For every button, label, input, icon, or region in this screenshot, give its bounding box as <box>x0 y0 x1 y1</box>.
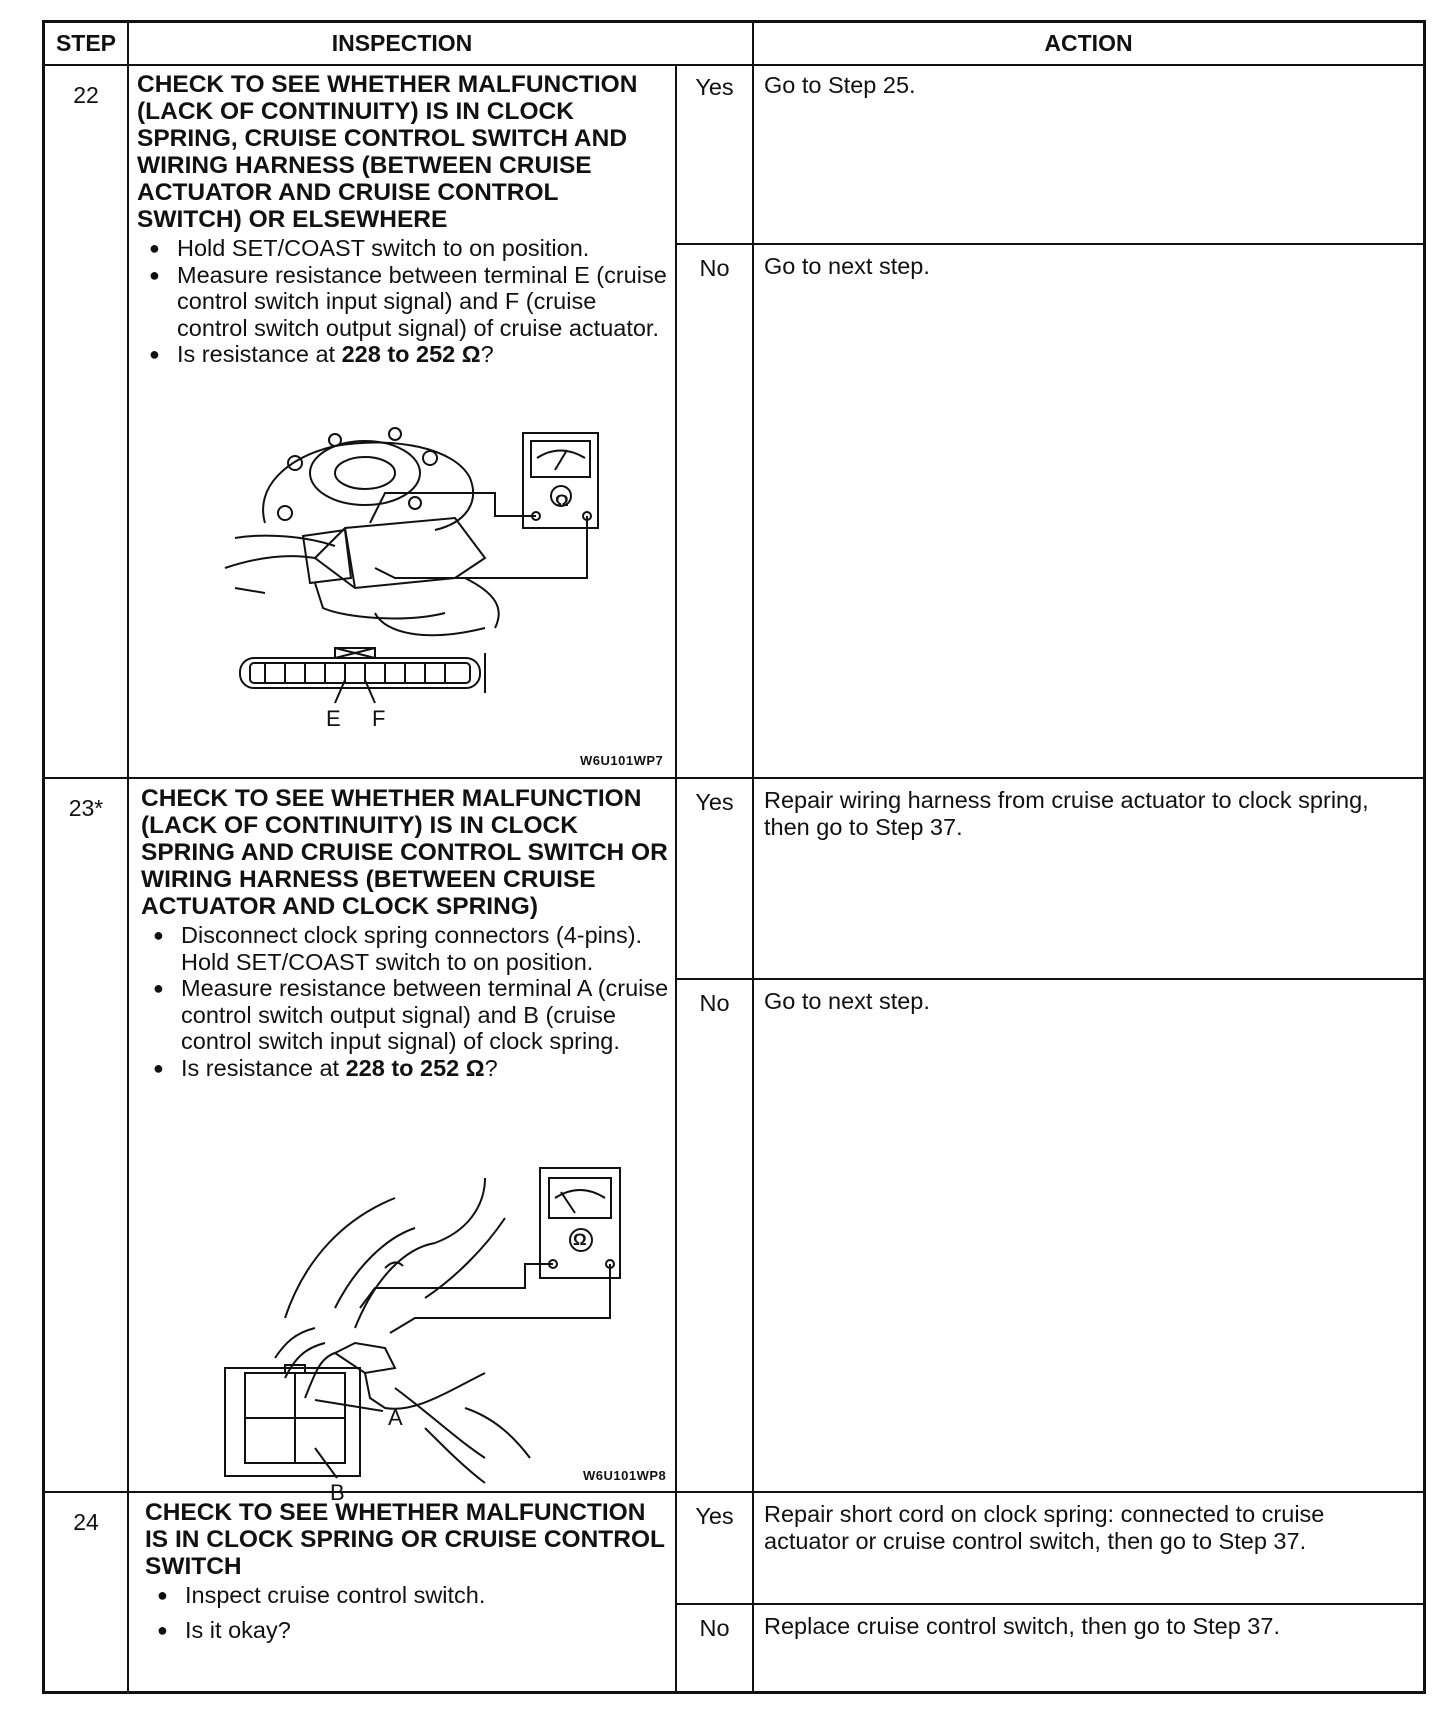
step-number: 23* <box>68 795 104 821</box>
figure-code: W6U101WP7 <box>580 753 664 768</box>
no-action: Go to next step. <box>764 253 930 279</box>
header-inspection: INSPECTION <box>331 30 473 56</box>
inspection-steps <box>145 1582 669 1643</box>
inspection-steps <box>137 235 667 368</box>
clock-spring-resistance-diagram <box>185 1158 665 1488</box>
troubleshooting-table <box>42 20 1426 1694</box>
no-action: Replace cruise control switch, then go to Step 37. <box>764 1613 1280 1639</box>
resistance-spec: 228 to 252 Ω <box>341 341 481 367</box>
yes-action: Go to Step 25. <box>764 72 916 98</box>
header-action: ACTION <box>1044 30 1133 56</box>
figure-code: W6U101WP8 <box>583 1468 667 1483</box>
inspection-question: ● Is resistance at 228 to 252 Ω? <box>137 341 667 368</box>
yesno-column-divider <box>675 64 677 1691</box>
inspection-step: ● Hold SET/COAST switch to on position. <box>137 235 667 262</box>
terminal-e-label: E <box>326 706 341 731</box>
yes-action: Repair short cord on clock spring: connected to cruise actuator or cruise control switch, then go to Step 37. <box>764 1501 1325 1554</box>
inspection-title: CHECK TO SEE WHETHER MALFUNCTION (LACK OF CONTINUITY) IS IN CLOCK SPRING AND CRUISE CONTROL SWITCH OR WIRING HARNESS (BETWEEN CRUISE ACTUATOR AND CLOCK SPRING) <box>141 785 668 920</box>
terminal-a-label: A <box>388 1405 403 1430</box>
yes-label: Yes <box>695 1503 734 1529</box>
inspection-steps <box>141 922 669 1081</box>
yes-label: Yes <box>695 74 734 100</box>
step-number: 24 <box>73 1509 99 1535</box>
ohmmeter-symbol: Ω <box>555 491 569 510</box>
terminal-f-label: F <box>372 706 386 731</box>
terminal-b-label: B <box>330 1480 345 1505</box>
step-number: 22 <box>73 82 99 108</box>
no-label: No <box>699 255 730 281</box>
inspection-question: ● Is resistance at 228 to 252 Ω? <box>141 1055 669 1082</box>
yes-label: Yes <box>695 789 734 815</box>
inspection-step: ● Inspect cruise control switch. <box>145 1582 669 1609</box>
inspection-content <box>141 785 669 1081</box>
no-label: No <box>699 990 730 1016</box>
inspection-content <box>137 71 667 368</box>
step-column-divider <box>127 23 129 1691</box>
inspection-step: ● Measure resistance between terminal E (cruise control switch input signal) and F (cruise control switch output signal) of cruise actuator. <box>137 262 667 342</box>
resistance-spec: 228 to 252 Ω <box>345 1054 485 1081</box>
inspection-step: ● Measure resistance between terminal A (cruise control switch output signal) and B (cruise control switch input signal) of clock spring. <box>141 975 669 1055</box>
inspection-title: CHECK TO SEE WHETHER MALFUNCTION IS IN CLOCK SPRING OR CRUISE CONTROL SWITCH <box>145 1499 665 1580</box>
ohmmeter-symbol: Ω <box>573 1230 587 1249</box>
yes-action: Repair wiring harness from cruise actuator to clock spring, then go to Step 37. <box>764 787 1369 840</box>
inspection-content <box>145 1499 669 1643</box>
inspection-question: ● Is it okay? <box>145 1617 669 1644</box>
no-label: No <box>699 1615 730 1641</box>
no-action: Go to next step. <box>764 988 930 1014</box>
header-step: STEP <box>55 30 117 56</box>
inspection-step: ● Disconnect clock spring connectors (4-pins). Hold SET/COAST switch to on position. <box>141 922 669 975</box>
inspection-title: CHECK TO SEE WHETHER MALFUNCTION (LACK OF CONTINUITY) IS IN CLOCK SPRING, CRUISE CONTROL SWITCH AND WIRING HARNESS (BETWEEN CRUISE ACTUATOR AND CRUISE CONTROL SWITCH) OR ELSEWHERE <box>137 71 638 233</box>
actuator-resistance-diagram <box>195 418 665 768</box>
